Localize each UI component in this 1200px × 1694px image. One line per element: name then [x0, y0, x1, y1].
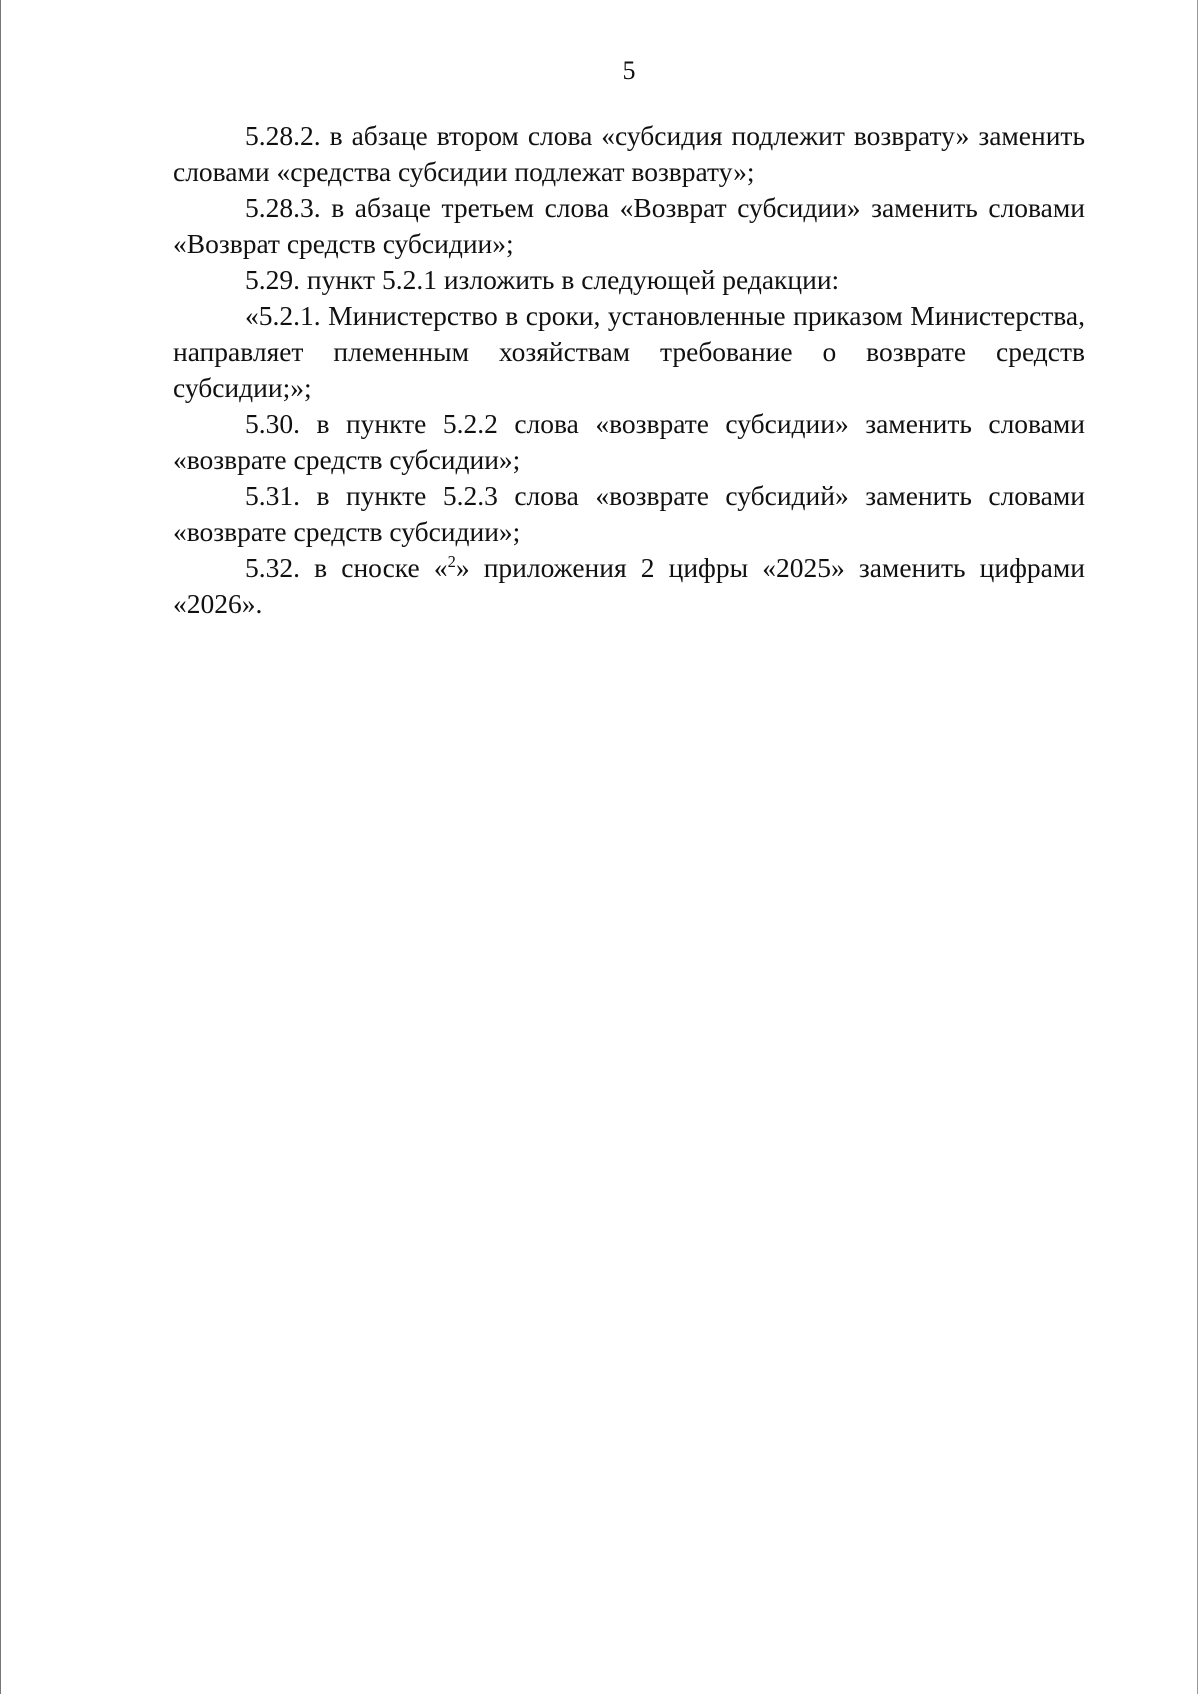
scan-edge-right [1197, 0, 1198, 1694]
paragraph-5-30: 5.30. в пункте 5.2.2 слова «возврате субсидии» заменить словами «возврате средств субсидии»; [173, 408, 1085, 475]
paragraph-5-32-before: 5.32. в сноске « [245, 552, 448, 583]
paragraph-5-32 [173, 550, 1085, 622]
page-number: 5 [622, 56, 636, 85]
paragraph-5-28-3: 5.28.3. в абзаце третьем слова «Возврат субсидии» заменить словами «Возврат средств субсидии»; [173, 192, 1085, 259]
scan-edge-left [0, 0, 1, 1694]
paragraph-5-32-after: » приложения 2 цифры «2025» заменить цифрами «2026». [173, 552, 1085, 619]
paragraph-5-2-1-quote: «5.2.1. Министерство в сроки, установленные приказом Министерства, направляет племенным хозяйствам требование о возврате средств субсидии;»; [173, 300, 1085, 403]
document-body [173, 118, 1085, 622]
footnote-superscript: 2 [447, 551, 456, 571]
paragraph-5-28-2: 5.28.2. в абзаце втором слова «субсидия подлежит возврату» заменить словами «средства субсидии подлежат возврату»; [173, 120, 1085, 187]
paragraph-5-31: 5.31. в пункте 5.2.3 слова «возврате субсидий» заменить словами «возврате средств субсидии»; [173, 480, 1085, 547]
paragraph-5-29: 5.29. пункт 5.2.1 изложить в следующей редакции: [245, 264, 840, 295]
